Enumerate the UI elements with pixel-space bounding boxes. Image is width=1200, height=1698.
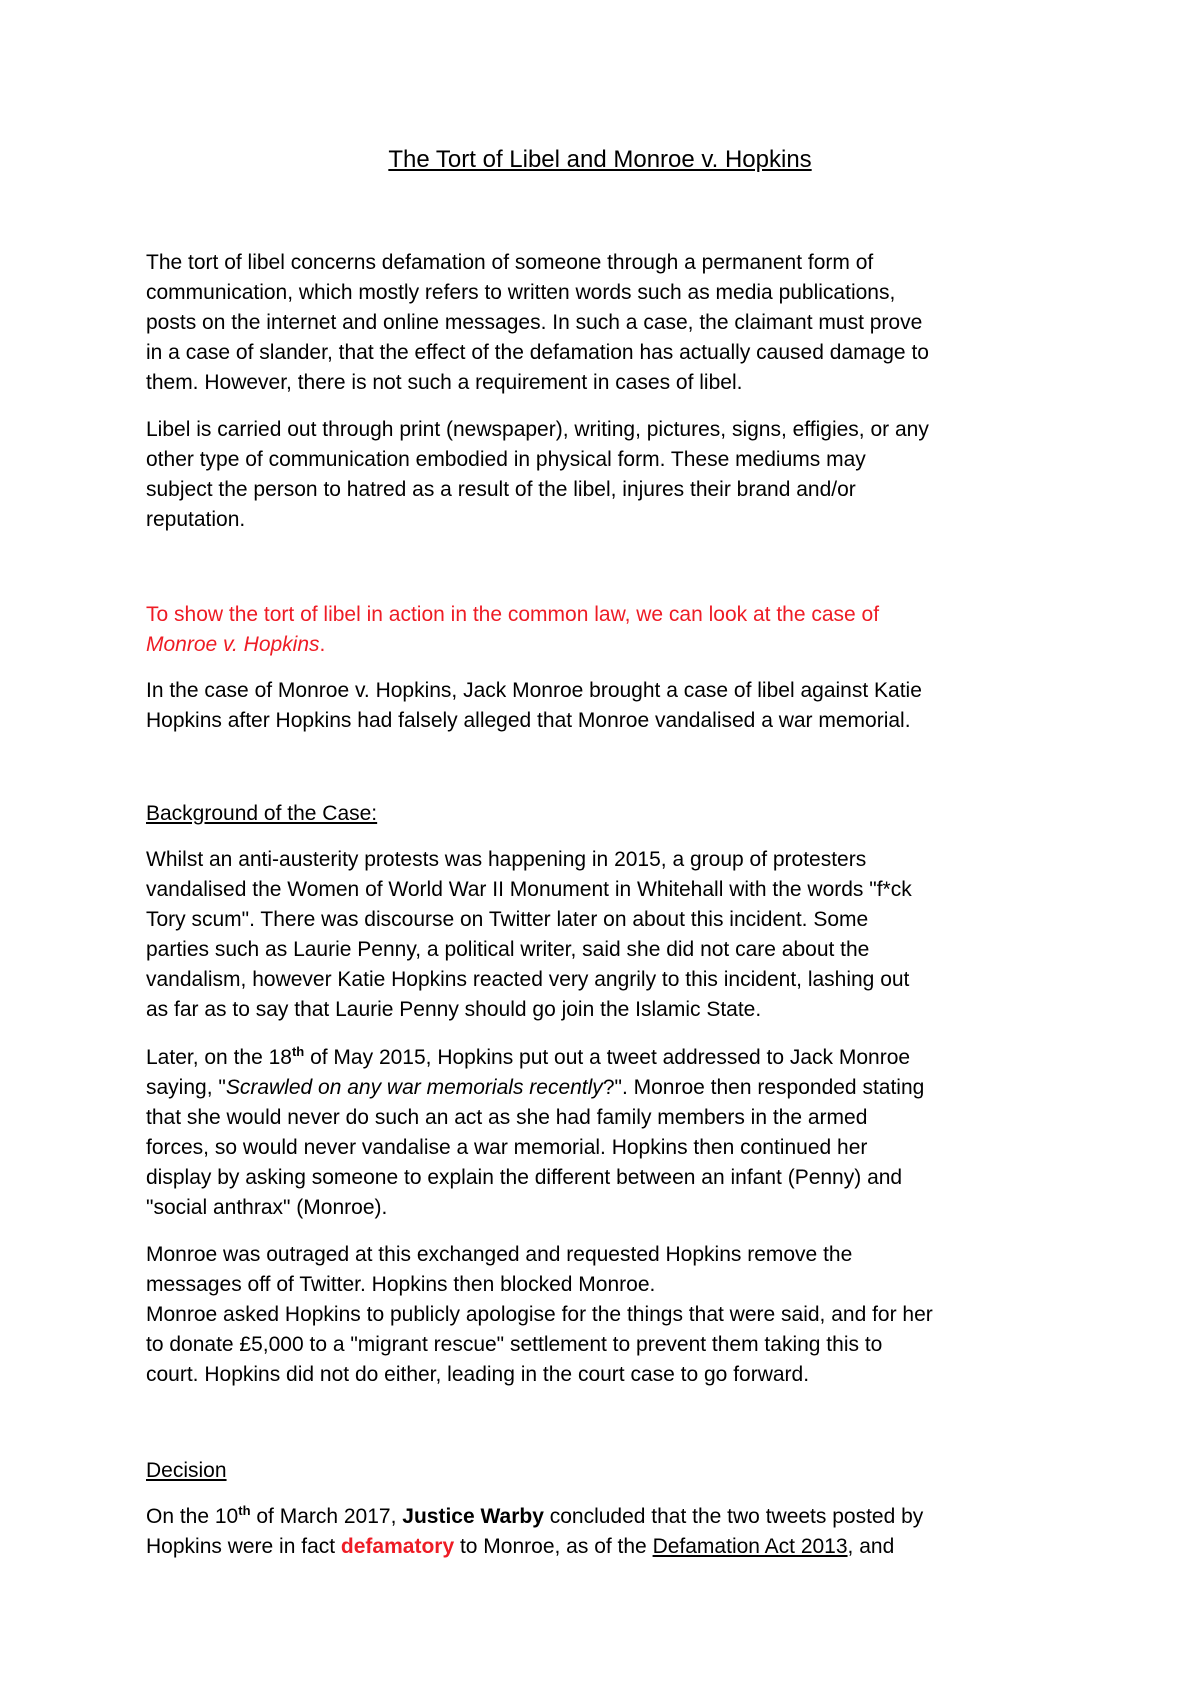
text-span: On the 10	[146, 1505, 239, 1528]
ordinal-suffix: th	[291, 1044, 305, 1059]
defamatory-term: defamatory	[340, 1535, 455, 1558]
text-line	[146, 1532, 1076, 1562]
tweet-quote: Scrawled on any war memorials recently	[225, 1076, 603, 1099]
text-line	[146, 1043, 1076, 1073]
ordinal-suffix: th	[238, 1503, 251, 1518]
text-line: Whilst an anti-austerity protests was happening in 2015, a group of protesters	[146, 848, 867, 871]
text-line: communication, which mostly refers to written words such as media publications,	[146, 281, 896, 304]
background-heading	[146, 799, 1076, 829]
text-span: ?". Monroe then responded stating	[602, 1076, 925, 1099]
text-span: concluded that the two tweets posted by	[543, 1505, 924, 1528]
text-line: in a case of slander, that the effect of the defamation has actually caused damage to	[146, 341, 929, 364]
text-line: vandalism, however Katie Hopkins reacted very angrily to this incident, lashing out	[146, 968, 910, 991]
text-line: reputation.	[146, 508, 246, 531]
text-line: that she would never do such an act as she had family members in the armed	[146, 1106, 868, 1129]
text-line	[146, 1073, 1076, 1103]
paragraph-libel-definition	[146, 248, 1076, 398]
text-line: Tory scum". There was discourse on Twitter later on about this incident. Some	[146, 908, 869, 931]
case-name: Monroe v. Hopkins	[146, 633, 320, 656]
text-span: Later, on the 18	[146, 1046, 292, 1069]
paragraph-decision	[146, 1502, 1076, 1562]
text-span: saying, "	[146, 1076, 226, 1099]
document-title: The Tort of Libel and Monroe v. Hopkins	[388, 146, 812, 173]
text-span: , and	[847, 1535, 895, 1558]
text-line: messages off of Twitter. Hopkins then blocked Monroe.	[146, 1273, 656, 1296]
paragraph-outrage	[146, 1240, 1076, 1390]
paragraph-tweet	[146, 1043, 1076, 1223]
decision-heading	[146, 1456, 1076, 1486]
text-line: parties such as Laurie Penny, a political writer, said she did not care about the	[146, 938, 870, 961]
text-line: forces, so would never vandalise a war memorial. Hopkins then continued her	[146, 1136, 868, 1159]
text-line	[146, 630, 1076, 660]
defamation-act-reference: Defamation Act 2013	[652, 1535, 848, 1558]
text-line: to donate £5,000 to a "migrant rescue" settlement to prevent them taking this to	[146, 1333, 883, 1356]
text-line: Hopkins after Hopkins had falsely alleged that Monroe vandalised a war memorial.	[146, 709, 911, 732]
paragraph-background	[146, 845, 1076, 1025]
section-heading: Decision	[146, 1459, 227, 1482]
section-heading: Background of the Case:	[146, 802, 378, 825]
text-line: vandalised the Women of World War II Monument in Whitehall with the words "f*ck	[146, 878, 912, 901]
text-line: Libel is carried out through print (newspaper), writing, pictures, signs, effigies, or any	[146, 418, 929, 441]
text-line	[146, 1502, 1076, 1532]
judge-name: Justice Warby	[402, 1505, 544, 1528]
punctuation: .	[319, 633, 326, 656]
text-span: of March 2017,	[250, 1505, 403, 1528]
text-line: other type of communication embodied in physical form. These mediums may	[146, 448, 866, 471]
text-span: of May 2015, Hopkins put out a tweet addressed to Jack Monroe	[304, 1046, 911, 1069]
text-line: "social anthrax" (Monroe).	[146, 1196, 388, 1219]
paragraph-libel-forms	[146, 415, 1076, 535]
text-span: to Monroe, as of the	[454, 1535, 653, 1558]
text-span: Hopkins were in fact	[146, 1535, 341, 1558]
text-line: In the case of Monroe v. Hopkins, Jack Monroe brought a case of libel against Katie	[146, 679, 922, 702]
text-line: court. Hopkins did not do either, leading in the court case to go forward.	[146, 1363, 810, 1386]
text-line: The tort of libel concerns defamation of someone through a permanent form of	[146, 251, 874, 274]
text-line: posts on the internet and online messages. In such a case, the claimant must prove	[146, 311, 923, 334]
text-line: Monroe was outraged at this exchanged and requested Hopkins remove the	[146, 1243, 853, 1266]
text-line: Monroe asked Hopkins to publicly apologise for the things that were said, and for her	[146, 1303, 933, 1326]
paragraph-case-summary	[146, 676, 1076, 736]
paragraph-red-intro	[146, 600, 1076, 660]
text-line: subject the person to hatred as a result of the libel, injures their brand and/or	[146, 478, 856, 501]
text-line: them. However, there is not such a requirement in cases of libel.	[146, 371, 743, 394]
text-line: as far as to say that Laurie Penny should go join the Islamic State.	[146, 998, 762, 1021]
text-line: To show the tort of libel in action in the common law, we can look at the case of	[146, 603, 880, 626]
text-line: display by asking someone to explain the different between an infant (Penny) and	[146, 1166, 903, 1189]
